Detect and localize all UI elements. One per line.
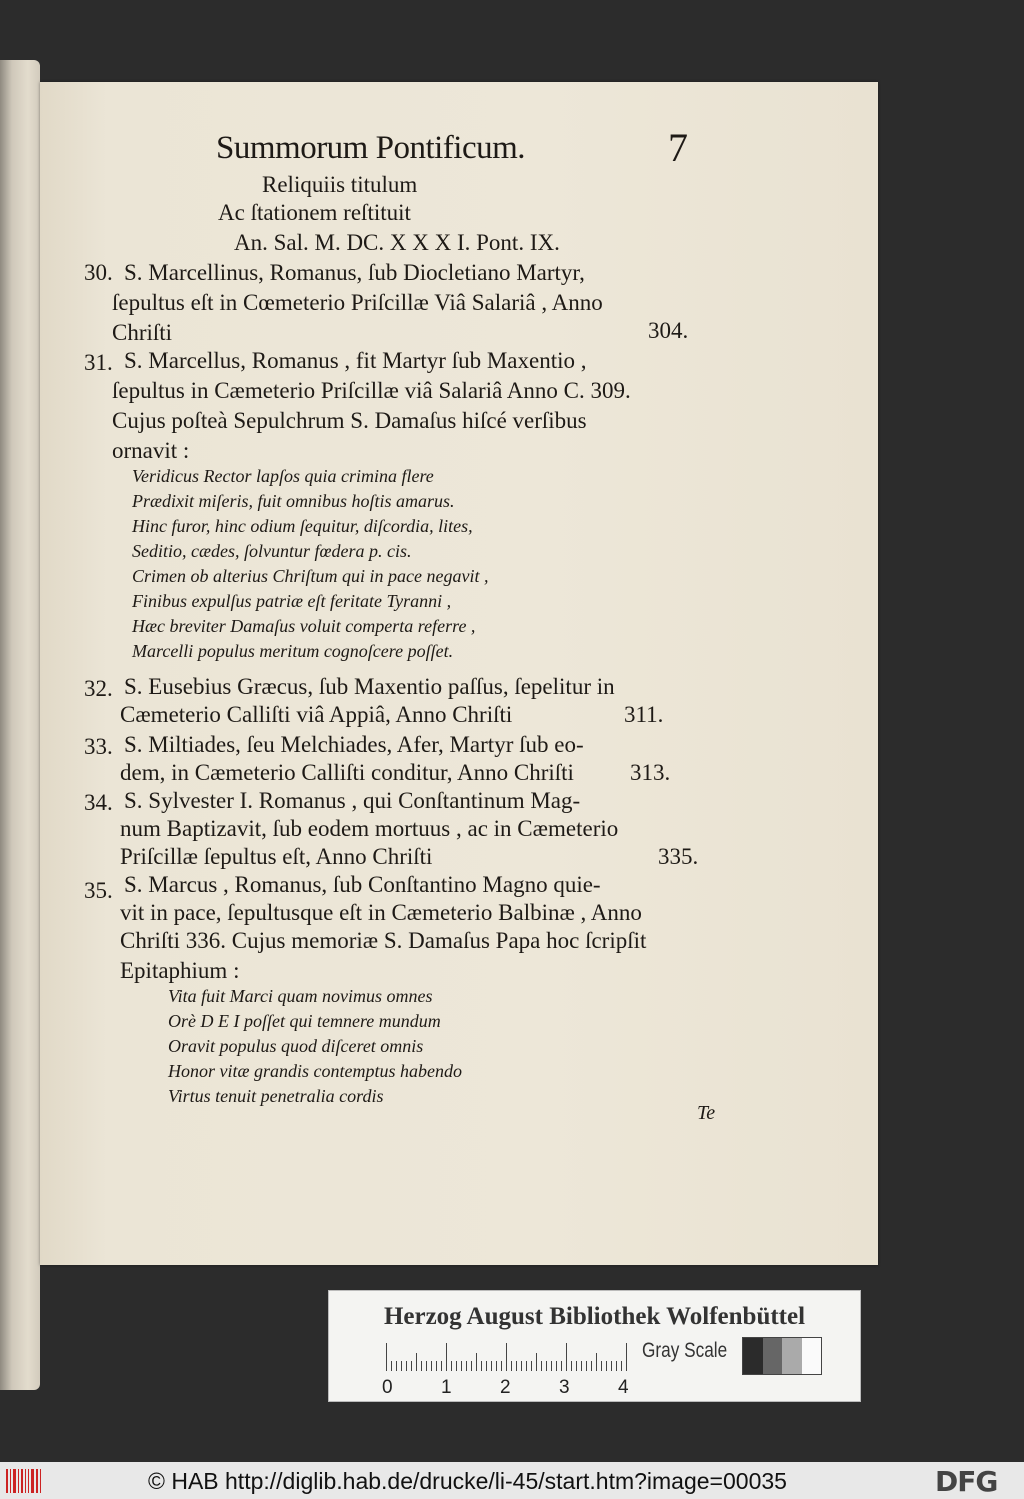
library-color-card [328, 1290, 861, 1402]
verse-line: Crimen ob alterius Chriſtum qui in pace negavit , [132, 566, 489, 586]
entry-number: 35. [84, 878, 113, 903]
text-line: S. Marcellinus, Romanus, ſub Diocletiano Martyr, [124, 260, 585, 285]
ruler-tick [571, 1361, 572, 1371]
catchword: Te [697, 1102, 716, 1124]
text-line: Cujus poſteà Sepulchrum S. Damaſus hiſcé verſibus [112, 408, 587, 433]
barcode-bar [6, 1469, 8, 1493]
barcode-icon [6, 1469, 46, 1493]
ruler-tick [406, 1361, 407, 1371]
ruler-tick [411, 1361, 412, 1371]
entry-number: 32. [84, 676, 113, 701]
swatch-light-gray [782, 1338, 802, 1374]
scale-ruler [386, 1343, 626, 1371]
text-line: ſepultus in Cæmeterio Priſcillæ viâ Salariâ Anno C. 309. [112, 378, 631, 403]
ruler-tick [531, 1361, 532, 1371]
ruler-tick [441, 1361, 442, 1371]
viewer-footer [0, 1462, 1024, 1499]
ruler-tick [471, 1361, 472, 1371]
book-page [40, 82, 878, 1265]
ruler-tick [601, 1361, 602, 1371]
barcode-bar [31, 1469, 34, 1493]
ruler-tick [566, 1343, 567, 1371]
year-number: 313. [630, 760, 671, 785]
text-line: ornavit : [112, 438, 190, 463]
ruler-tick [606, 1361, 607, 1371]
year-number: 311. [624, 702, 664, 727]
ruler-tick [396, 1361, 397, 1371]
barcode-bar [36, 1469, 38, 1493]
ruler-tick [526, 1361, 527, 1371]
verse-line: Honor vitæ grandis contemptus habendo [168, 1061, 462, 1081]
text-line: Chriſti [112, 320, 173, 345]
ruler-tick [621, 1361, 622, 1371]
facing-page-edge [0, 60, 40, 1390]
ruler-tick [501, 1361, 502, 1371]
ruler-tick [426, 1361, 427, 1371]
barcode-bar [25, 1469, 26, 1493]
verse-line: Oravit populus quod diſceret omnis [168, 1036, 424, 1056]
gray-scale-label: Gray Scale [642, 1339, 728, 1362]
barcode-bar [10, 1469, 11, 1493]
verse-line: Hæc breviter Damaſus voluit comperta referre , [132, 616, 476, 636]
ruler-tick [456, 1361, 457, 1371]
text-line: Priſcillæ ſepultus eſt, Anno Chriſti [120, 844, 433, 869]
text-line: S. Marcus , Romanus, ſub Conſtantino Magno quie- [124, 872, 601, 897]
ruler-tick [416, 1353, 417, 1371]
dfg-logo: DFG [935, 1465, 998, 1498]
verse-line: Prædixit miſeris, fuit omnibus hoſtis amarus. [132, 491, 455, 511]
footer-credit-link[interactable]: © HAB http://diglib.hab.de/drucke/li-45/start.htm?image=00035 [148, 1468, 787, 1494]
barcode-bar [40, 1469, 41, 1493]
barcode-bar [28, 1469, 29, 1493]
swatch-black [743, 1338, 763, 1374]
ruler-tick [506, 1343, 507, 1371]
entry-number: 34. [84, 790, 113, 815]
ruler-tick [581, 1361, 582, 1371]
ruler-tick [391, 1361, 392, 1371]
verse-line: Hinc furor, hinc odium ſequitur, diſcordia, lites, [132, 516, 473, 536]
text-line: num Baptizavit, ſub eodem mortuus , ac in Cæmeterio [120, 816, 619, 841]
ruler-tick [616, 1361, 617, 1371]
verse-line: Vita fuit Marci quam novimus omnes [168, 986, 433, 1006]
ruler-tick [486, 1361, 487, 1371]
library-name: Herzog August Bibliothek Wolfenbüttel [383, 1303, 806, 1330]
text-line: Reliquiis titulum [262, 172, 418, 197]
entry-number: 33. [84, 734, 113, 759]
ruler-tick [556, 1361, 557, 1371]
page-number: 7 [668, 125, 688, 170]
verse-line: Finibus expulſus patriæ eſt feritate Tyranni , [132, 591, 452, 611]
ruler-tick [476, 1353, 477, 1371]
verse-line: Virtus tenuit penetralia cordis [168, 1086, 384, 1106]
ruler-tick [596, 1353, 597, 1371]
ruler-tick [491, 1361, 492, 1371]
running-head: Summorum Pontificum. [216, 130, 526, 166]
ruler-tick [436, 1361, 437, 1371]
ruler-tick [451, 1361, 452, 1371]
ruler-tick [611, 1361, 612, 1371]
entry-number: 30. [84, 260, 113, 285]
ruler-tick [551, 1361, 552, 1371]
swatch-dark-gray [763, 1338, 783, 1374]
ruler-tick [536, 1353, 537, 1371]
ruler-tick [586, 1361, 587, 1371]
barcode-bar [18, 1469, 19, 1493]
year-number: 335. [658, 844, 699, 869]
scale-label: 2 [500, 1377, 511, 1398]
ruler-tick [626, 1343, 627, 1371]
verse-line: Marcelli populus meritum cognoſcere poſſet. [132, 641, 454, 661]
ruler-tick [591, 1361, 592, 1371]
ruler-tick [386, 1343, 387, 1371]
ruler-tick [541, 1361, 542, 1371]
entry-number: 31. [84, 350, 113, 375]
ruler-tick [561, 1361, 562, 1371]
verse-line: Veridicus Rector lapſos quia crimina flere [132, 466, 434, 486]
text-line: ſepultus eſt in Cœmeterio Priſcillæ Viâ Salariâ , Anno [112, 290, 603, 315]
gray-scale-swatches [742, 1337, 822, 1375]
ruler-tick [546, 1361, 547, 1371]
text-line: S. Marcellus, Romanus , fit Martyr ſub Maxentio , [124, 348, 587, 373]
barcode-bar [13, 1469, 16, 1493]
ruler-tick [461, 1361, 462, 1371]
ruler-tick [516, 1361, 517, 1371]
ruler-tick [576, 1361, 577, 1371]
ruler-tick [431, 1361, 432, 1371]
ruler-tick [521, 1361, 522, 1371]
text-line: An. Sal. M. DC. X X X I. Pont. IX. [234, 230, 560, 255]
ruler-tick [481, 1361, 482, 1371]
ruler-tick [496, 1361, 497, 1371]
ruler-tick [466, 1361, 467, 1371]
scale-label: 4 [618, 1377, 629, 1398]
verse-line: Orè D E I poſſet qui temnere mundum [168, 1011, 441, 1031]
text-line: vit in pace, ſepultusque eſt in Cæmeterio Balbinæ , Anno [120, 900, 642, 925]
scale-label: 1 [441, 1377, 452, 1398]
text-line: S. Sylvester I. Romanus , qui Conſtantinum Mag- [124, 788, 581, 813]
text-line: Cæmeterio Calliſti viâ Appiâ, Anno Chriſti [120, 702, 513, 727]
swatch-white [802, 1338, 822, 1374]
ruler-tick [421, 1361, 422, 1371]
text-line: Chriſti 336. Cujus memoriæ S. Damaſus Papa hoc ſcripſit [120, 928, 647, 953]
text-line: Epitaphium : [120, 958, 240, 983]
verse-line: Seditio, cædes, ſolvuntur fœdera p. cis. [132, 541, 412, 561]
ruler-tick [401, 1361, 402, 1371]
ruler-tick [511, 1361, 512, 1371]
text-line: S. Eusebius Græcus, ſub Maxentio paſſus, ſepelitur in [124, 674, 615, 699]
text-line: Ac ſtationem reſtituit [218, 200, 411, 225]
text-line: dem, in Cæmeterio Calliſti conditur, Anno Chriſti [120, 760, 574, 785]
scale-label: 3 [559, 1377, 570, 1398]
year-number: 304. [648, 318, 689, 343]
ruler-tick [446, 1343, 447, 1371]
text-line: S. Miltiades, ſeu Melchiades, Afer, Martyr ſub eo- [124, 732, 584, 757]
scale-label: 0 [382, 1377, 393, 1398]
barcode-bar [21, 1469, 23, 1493]
